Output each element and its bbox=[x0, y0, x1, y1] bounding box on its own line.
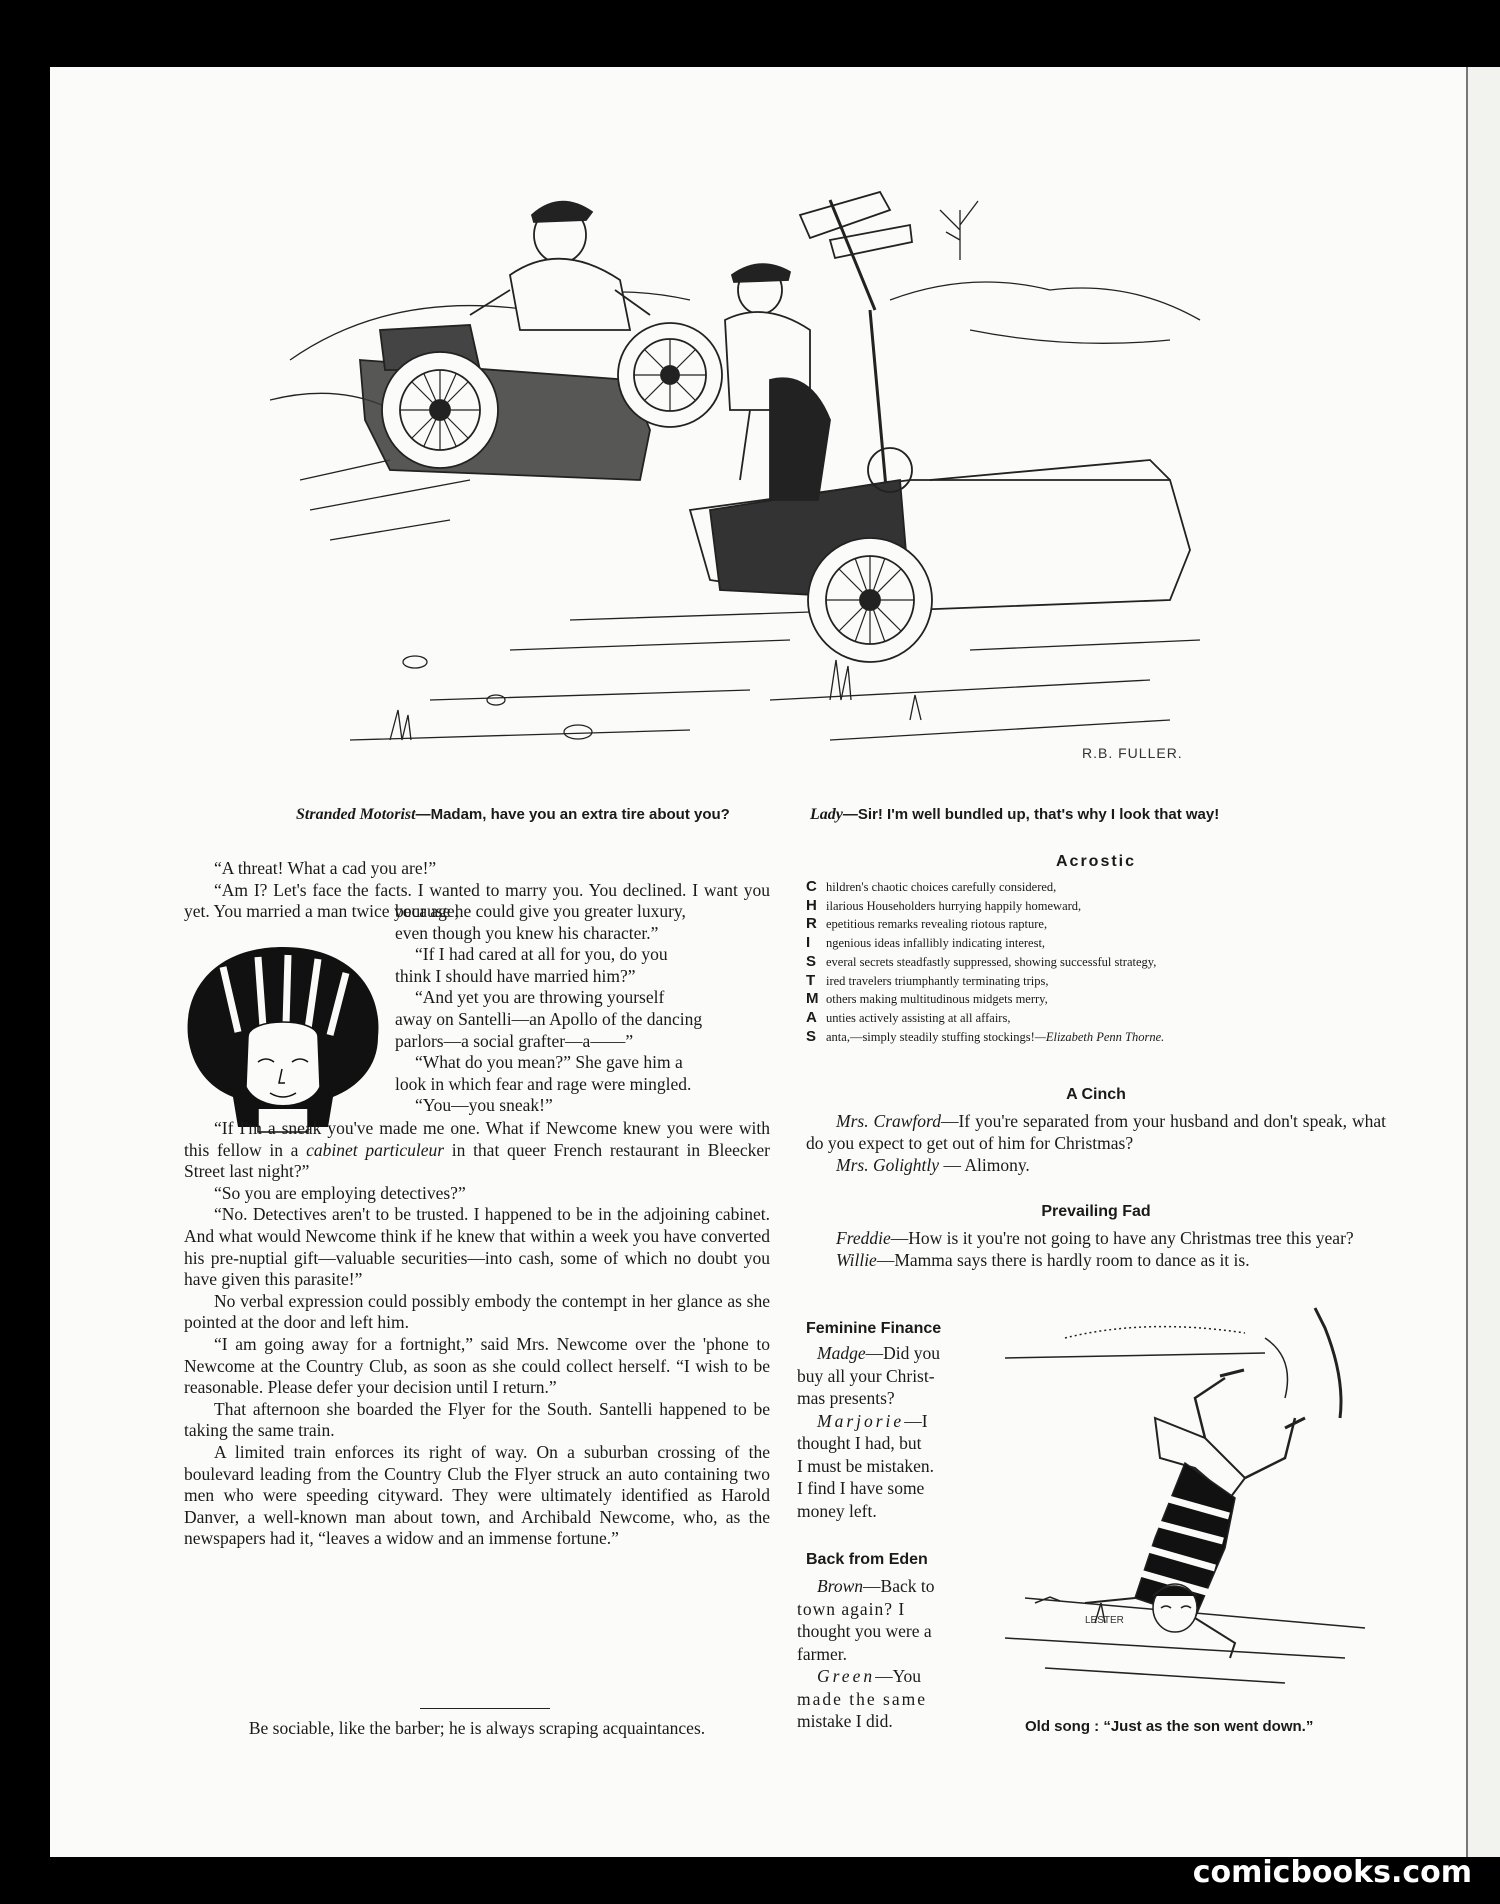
acrostic-line: S everal secrets steadfastly suppressed, showing successful strategy, bbox=[806, 952, 1157, 970]
acrostic-letter: C bbox=[806, 878, 817, 895]
acrostic-author: —Elizabeth Penn Thorne. bbox=[1034, 1029, 1165, 1044]
story-line: “What do you mean?” She gave him a bbox=[415, 1052, 683, 1073]
story-line: look in which fear and rage were mingled. bbox=[395, 1073, 692, 1094]
story-paragraph: A limited train enforces its right of way. On a suburban crossing of the boulevard leading from the Country Club the Flyer struck an auto containing two men who were speeding cityward. They were ultimately identified as Harold Danver, a well-known man about town, and Archibald Newcome, who, as the newspapers had it, “leaves a widow and an immense fortune.” bbox=[184, 1441, 770, 1549]
acrostic-letter: S bbox=[806, 1027, 817, 1045]
woman-portrait-drawing bbox=[178, 937, 388, 1137]
top-signature: R.B. FULLER. bbox=[1082, 745, 1183, 761]
story-line: even though you knew his character.” bbox=[395, 922, 659, 943]
caption-motorist-text: —Madam, have you an extra tire about you? bbox=[415, 806, 730, 823]
acrostic-letter: S bbox=[806, 952, 817, 970]
acrostic-line: R epetitious remarks revealing riotous rapture, bbox=[806, 915, 1048, 933]
cinch-joke: Mrs. Crawford—If you're separated from your husband and don't speak, what do you expect to get out of him for Christmas? Mrs. Golightly — Alimony. bbox=[806, 1111, 1386, 1175]
story-paragraph: “I am going away for a fortnight,” said Mrs. Newcome over the 'phone to Newcome at the Country Club, as soon as she could collect herself. “I wish to be reasonable. Please defer your decision until I return.” bbox=[184, 1333, 770, 1398]
acrostic-letter: R bbox=[806, 915, 817, 933]
speaker-marjorie: Marjorie bbox=[817, 1410, 905, 1431]
italic-phrase: cabinet particuleur bbox=[306, 1139, 445, 1160]
story-bottom bbox=[184, 1118, 770, 1550]
story-line: “And yet you are throwing yourself bbox=[415, 987, 665, 1008]
filler-joke: Be sociable, like the barber; he is always scraping acquaintances. bbox=[248, 1718, 706, 1738]
story-paragraph: “Am I? Let's face the facts. I wanted to marry you. You declined. I want you yet. You married a man twice your age, bbox=[184, 879, 770, 922]
fad-joke: Freddie—How is it you're not going to have any Christmas tree this year? Willie—Mamma says there is hardly room to dance as it is. bbox=[836, 1228, 1354, 1270]
skater-illustration bbox=[985, 1298, 1385, 1698]
eden-title: Back from Eden bbox=[806, 1551, 928, 1568]
speaker-crawford: Mrs. Crawford bbox=[836, 1111, 941, 1131]
acrostic-poem bbox=[806, 878, 1386, 1046]
story-line: “If I had cared at all for you, do you bbox=[415, 944, 668, 965]
cinch-title: A Cinch bbox=[1066, 1086, 1126, 1103]
acrostic-letter: M bbox=[806, 990, 819, 1008]
caption-lady-name: Lady bbox=[810, 806, 843, 823]
acrostic-letter: H bbox=[806, 896, 817, 914]
eden-joke: Brown—Back to town again? I thought you were a farmer. Green—You made the same mistake I did. bbox=[797, 1576, 935, 1731]
acrostic-line: I ngenious ideas infallibly indicating interest, bbox=[806, 934, 1046, 952]
skater-signature: LESTER bbox=[1085, 1615, 1124, 1626]
story-paragraph: That afternoon she boarded the Flyer for the South. Santelli happened to be taking the same train. bbox=[184, 1398, 770, 1441]
story-paragraph: “No. Detectives aren't to be trusted. I happened to be in the adjoining cabinet. And what would Newcome think if he knew that within a week you have converted his pre-nuptial gift—valuable securities—into cash, some of which no doubt you have given this parasite!” bbox=[184, 1204, 770, 1290]
story-line: away on Santelli—an Apollo of the dancing bbox=[395, 1008, 703, 1029]
story-paragraph: No verbal expression could possibly embody the contempt in her glance as she pointed at the door and left him. bbox=[184, 1290, 770, 1333]
story-paragraph: “So you are employing detectives?” bbox=[214, 1182, 466, 1203]
skater-caption: Old song : “Just as the son went down.” bbox=[1025, 1718, 1314, 1735]
speaker-golightly: Mrs. Golightly bbox=[836, 1155, 940, 1175]
story-line: parlors—a social grafter—a——” bbox=[395, 1030, 634, 1051]
acrostic-line: S anta,—simply steadily stuffing stockings!—Elizabeth Penn Thorne. bbox=[806, 1027, 1165, 1045]
acrostic-line: M others making multitudinous midgets merry, bbox=[806, 990, 1048, 1008]
caption-motorist-name: Stranded Motorist bbox=[296, 806, 416, 823]
acrostic-line: C hildren's chaotic choices carefully considered, bbox=[806, 878, 1057, 895]
adjacent-page-edge bbox=[1466, 67, 1500, 1857]
finance-joke: Madge—Did you buy all your Christ- mas presents? Marjorie—I thought I had, but I must be mistaken. I find I have some money left. bbox=[797, 1343, 940, 1521]
caption-lady-text: —Sir! I'm well bundled up, that's why I look that way! bbox=[842, 806, 1220, 823]
speaker-brown: Brown bbox=[817, 1576, 864, 1596]
speaker-green: Green bbox=[817, 1666, 876, 1686]
story-paragraph: “A threat! What a cad you are!” bbox=[214, 858, 437, 878]
motorist-illustration bbox=[270, 180, 1230, 780]
woman-portrait-illustration bbox=[178, 937, 388, 1137]
divider-rule bbox=[420, 1708, 550, 1709]
story-paragraph-sneak: “If I'm a sneak you've made me one. What if Newcome knew you were with this fellow in a cabinet particuleur in that queer French restaurant in Bleecker Street last night?” bbox=[184, 1118, 770, 1182]
motorist-drawing bbox=[270, 180, 1230, 780]
speaker-madge: Madge bbox=[817, 1343, 866, 1363]
speaker-freddie: Freddie bbox=[836, 1228, 891, 1248]
speaker-willie: Willie bbox=[836, 1250, 877, 1270]
story-line: because he could give you greater luxury, bbox=[395, 901, 686, 921]
acrostic-letter: I bbox=[806, 934, 811, 952]
skater-drawing bbox=[985, 1298, 1385, 1698]
acrostic-line: T ired travelers triumphantly terminating trips, bbox=[806, 971, 1049, 989]
acrostic-title: Acrostic bbox=[1055, 853, 1137, 870]
acrostic-letter: A bbox=[806, 1008, 817, 1026]
acrostic-letter: T bbox=[806, 971, 816, 989]
fad-title: Prevailing Fad bbox=[1041, 1203, 1151, 1220]
story-wrap bbox=[395, 901, 770, 1117]
caption-lady bbox=[810, 806, 1219, 824]
acrostic-line: A unties actively assisting at all affairs, bbox=[806, 1008, 1011, 1026]
story-line: “You—you sneak!” bbox=[415, 1095, 553, 1116]
acrostic-line: H ilarious Householders hurrying happily homeward, bbox=[806, 896, 1082, 914]
story-line: think I should have married him?” bbox=[395, 965, 636, 986]
caption-motorist bbox=[296, 806, 730, 824]
finance-title: Feminine Finance bbox=[806, 1320, 942, 1337]
site-watermark: comicbooks.com bbox=[1192, 1855, 1472, 1890]
